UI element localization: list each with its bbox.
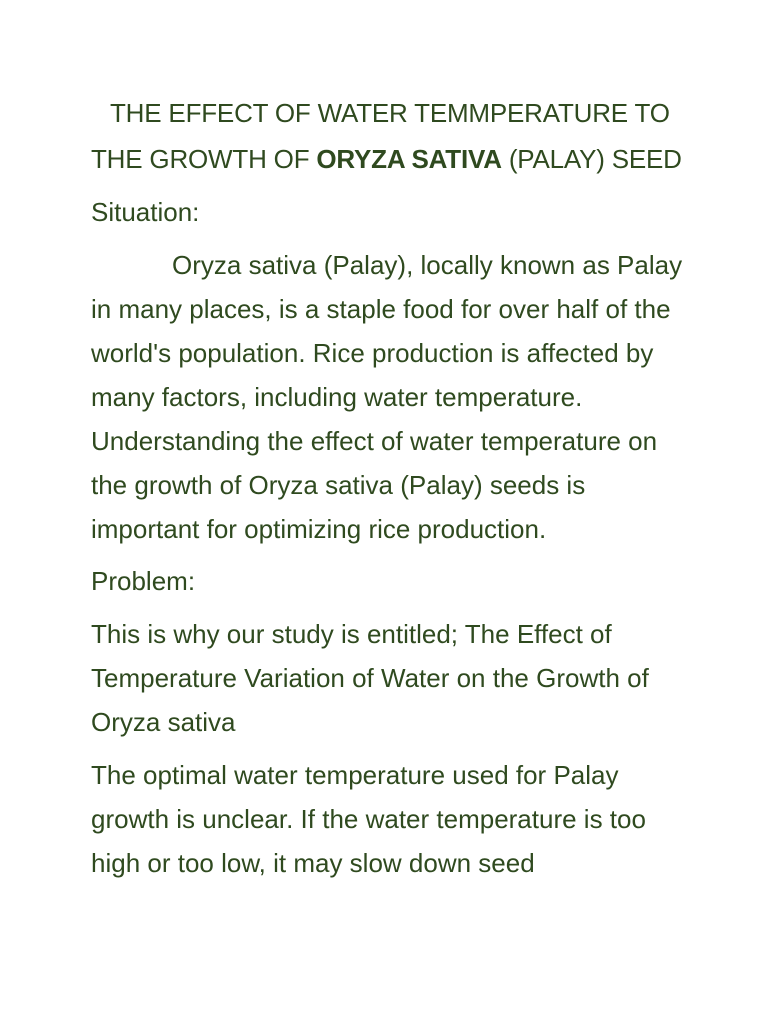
problem-heading: Problem: [91, 566, 196, 596]
title-line-2-suffix: (PALAY) SEED [501, 144, 682, 174]
title-line-2-prefix: THE GROWTH OF [91, 144, 317, 174]
title-line-2-bold: ORYZA SATIVA [316, 144, 502, 174]
situation-paragraph: Oryza sativa (Palay), locally known as Palay in many places, is a staple food for over half of the world's population. Rice production is affected by many factors, including water temperature. Understanding the effect of water temperature on the growth of Oryza sativa (Palay) seeds is important for optimizing rice production. [91, 250, 683, 544]
document-page [91, 90, 691, 885]
situation-heading: Situation: [91, 197, 200, 227]
problem-paragraph-1: This is why our study is entitled; The Effect of Temperature Variation of Water on the Growth of Oryza sativa [91, 619, 649, 737]
problem-paragraph-2: The optimal water temperature used for Palay growth is unclear. If the water temperature is too high or too low, it may slow down seed [91, 760, 646, 878]
title-line-1: THE EFFECT OF WATER TEMMPERATURE TO [110, 98, 670, 128]
document-title [91, 90, 691, 182]
